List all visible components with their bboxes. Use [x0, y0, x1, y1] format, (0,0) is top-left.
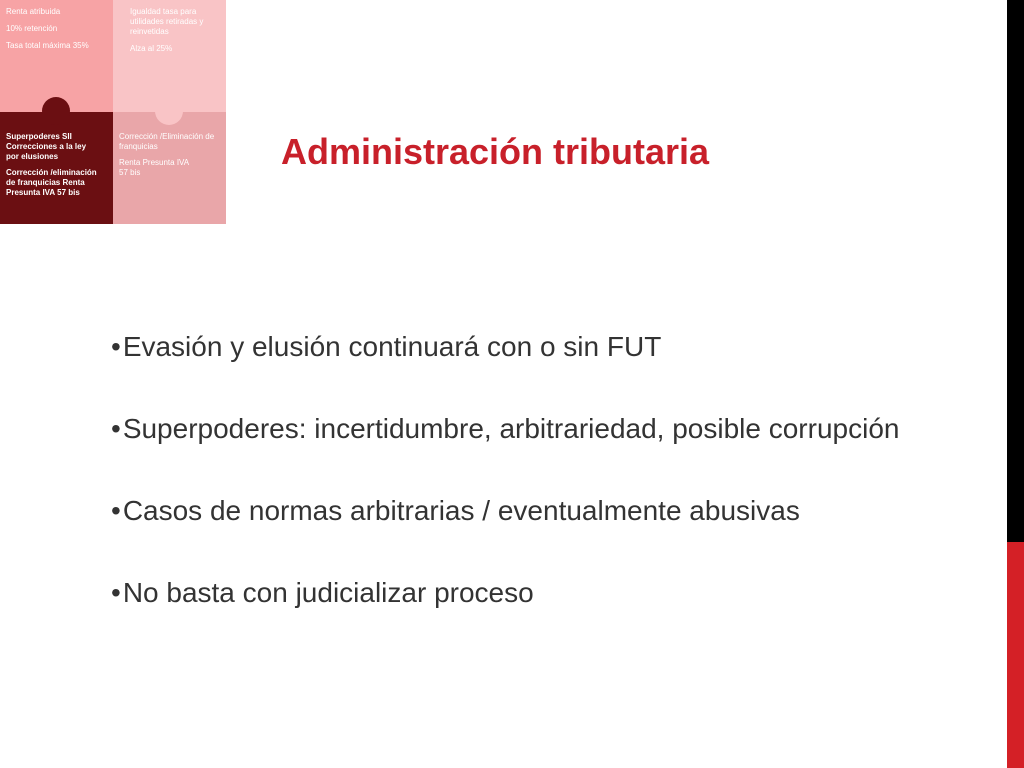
bullet-item: [111, 326, 991, 368]
puzzle-piece-bottom-left: [0, 112, 113, 224]
bullet-marker: •: [111, 577, 121, 608]
bullet-text: Casos de normas arbitrarias / eventualmente abusivas: [122, 495, 800, 526]
puzzle-text: Tasa total máxima 35%: [6, 41, 89, 50]
bullet-marker: •: [111, 331, 121, 362]
puzzle-knob: [155, 97, 183, 125]
edge-bar-bottom: [1007, 542, 1024, 768]
bullet-marker: •: [111, 495, 121, 526]
bullet-list: [111, 326, 991, 654]
bullet-text: Evasión y elusión continuará con o sin FUT: [122, 331, 662, 362]
puzzle-text: 10% retención: [6, 24, 58, 33]
puzzle-piece-bottom-right: [113, 112, 226, 224]
bullet-item: [111, 490, 991, 532]
slide-title: Administración tributaria: [281, 131, 710, 172]
puzzle-text: Renta atribuida: [6, 7, 61, 16]
puzzle-text: Igualdad tasa para utilidades retiradas y reinvetidas: [130, 7, 204, 36]
puzzle-text: Corrección /eliminación de franquicias Renta Presunta IVA 57 bis: [6, 168, 97, 197]
puzzle-piece-top-left: [0, 0, 113, 112]
bullet-text: Superpoderes: incertidumbre, arbitrariedad, posible corrupción: [122, 413, 900, 444]
bullet-item: [111, 572, 991, 614]
bullet-marker: •: [111, 413, 121, 444]
puzzle-text: Alza al 25%: [130, 44, 173, 53]
edge-bar-top: [1007, 0, 1024, 542]
puzzle-piece-top-right: [113, 0, 226, 112]
puzzle-text: Renta Presunta IVA 57 bis: [119, 158, 189, 177]
puzzle-text: Superpoderes SII Correcciones a la ley por elusiones: [6, 132, 87, 161]
puzzle-knob: [42, 97, 70, 125]
bullet-item: [111, 408, 991, 450]
puzzle-text: Corrección /Eliminación de franquicias: [119, 132, 215, 151]
bullet-text: No basta con judicializar proceso: [122, 577, 534, 608]
puzzle-image: [0, 0, 226, 224]
